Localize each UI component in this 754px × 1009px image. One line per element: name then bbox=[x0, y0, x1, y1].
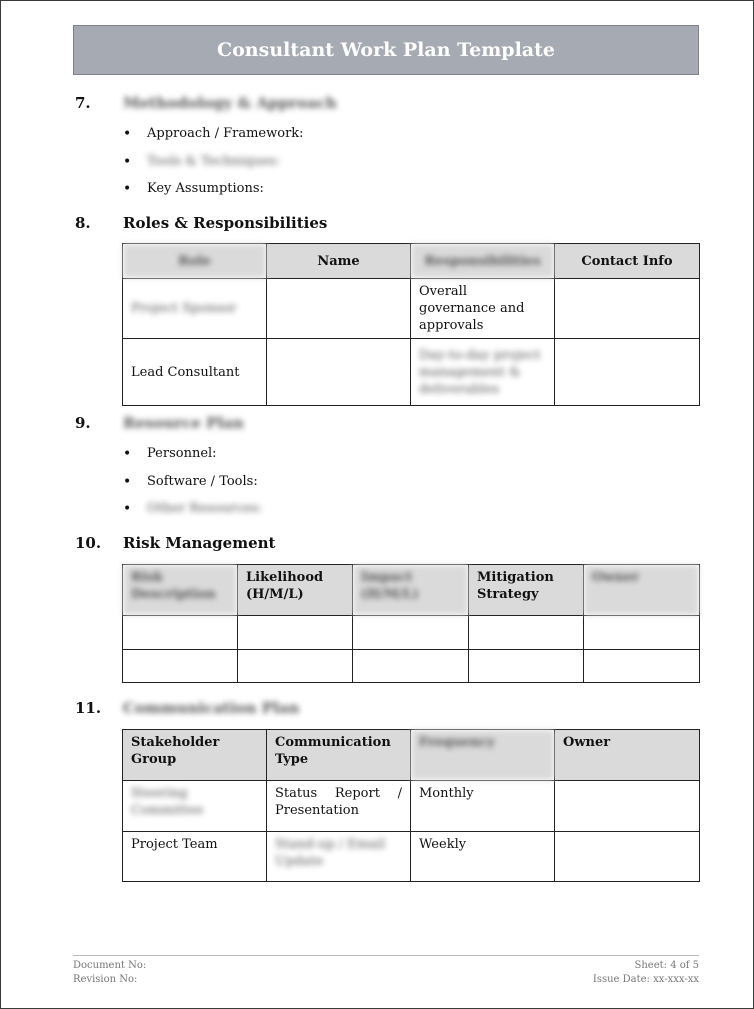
table-cell bbox=[555, 339, 700, 406]
column-header: Owner bbox=[555, 730, 700, 781]
bullet-text: Software / Tools: bbox=[147, 473, 258, 489]
section-title: Communication Plan bbox=[123, 699, 300, 717]
table-cell bbox=[353, 650, 469, 683]
table-cell bbox=[469, 650, 584, 683]
column-header: Name bbox=[267, 244, 411, 279]
column-header: Role bbox=[123, 244, 267, 279]
column-header: Mitigation Strategy bbox=[469, 565, 584, 616]
bullet-text: Other Resources: bbox=[147, 501, 262, 516]
section-11-heading bbox=[75, 699, 299, 717]
section-number: 7. bbox=[75, 94, 91, 112]
revision-number-label: Revision No: bbox=[73, 974, 138, 985]
section-7-bullet-list bbox=[123, 125, 304, 208]
bullet-item bbox=[123, 473, 262, 501]
bullet-text: Tools & Techniques: bbox=[147, 153, 280, 169]
table-header-row bbox=[123, 730, 700, 781]
bullet-text: Key Assumptions: bbox=[147, 181, 264, 196]
table-cell bbox=[123, 616, 238, 650]
bullet-item bbox=[123, 153, 304, 181]
section-9-heading bbox=[75, 414, 244, 432]
risk-table bbox=[122, 564, 700, 683]
table-cell bbox=[584, 616, 700, 650]
table-cell: Steering Committee bbox=[131, 786, 204, 818]
document-number-label: Document No: bbox=[73, 960, 147, 971]
column-header: Stakeholder Group bbox=[123, 730, 267, 781]
document-title-bar bbox=[73, 25, 699, 75]
table-cell: Lead Consultant bbox=[123, 339, 267, 406]
bullet-item bbox=[123, 500, 262, 528]
column-header: Contact Info bbox=[555, 244, 700, 279]
section-10-heading bbox=[75, 534, 275, 552]
table-cell: Status Report / Presentation bbox=[267, 781, 411, 832]
section-number: 8. bbox=[75, 214, 91, 232]
communication-table bbox=[122, 729, 700, 882]
table-cell: Overall governance and approvals bbox=[411, 279, 555, 339]
table-row bbox=[123, 339, 700, 406]
column-header: Likelihood (H/M/L) bbox=[238, 565, 353, 616]
section-8-heading bbox=[75, 214, 327, 232]
section-number: 9. bbox=[75, 414, 91, 432]
column-header: Impact (H/M/L) bbox=[353, 565, 469, 616]
section-number: 11. bbox=[75, 699, 102, 717]
document-title: Consultant Work Plan Template bbox=[217, 39, 555, 61]
section-title: Methodology & Approach bbox=[123, 94, 337, 112]
section-title: Roles & Responsibilities bbox=[123, 214, 328, 232]
section-title: Resource Plan bbox=[123, 414, 244, 432]
table-cell bbox=[353, 616, 469, 650]
table-cell: Weekly bbox=[411, 832, 555, 882]
column-header: Owner bbox=[584, 565, 700, 616]
section-9-bullet-list bbox=[123, 445, 262, 528]
column-header: Frequency bbox=[411, 730, 555, 781]
table-cell bbox=[555, 781, 700, 832]
bullet-item bbox=[123, 125, 304, 153]
table-cell: Day-to-day project management & deliverables bbox=[419, 347, 541, 397]
table-cell bbox=[238, 616, 353, 650]
table-cell bbox=[555, 832, 700, 882]
bullet-text: Approach / Framework: bbox=[147, 126, 304, 141]
bullet-item bbox=[123, 180, 304, 208]
column-header: Risk Description bbox=[123, 565, 238, 616]
table-cell bbox=[584, 650, 700, 683]
table-cell bbox=[555, 279, 700, 339]
table-header-row bbox=[123, 244, 700, 279]
column-header: Responsibilities bbox=[411, 244, 555, 279]
table-cell: Project Team bbox=[123, 832, 267, 882]
table-cell: Monthly bbox=[411, 781, 555, 832]
bullet-item bbox=[123, 445, 262, 473]
table-cell bbox=[267, 279, 411, 339]
table-row bbox=[123, 832, 700, 882]
table-cell bbox=[469, 616, 584, 650]
table-cell: Project Sponsor bbox=[131, 301, 237, 316]
table-cell bbox=[267, 339, 411, 406]
page-footer bbox=[73, 955, 699, 987]
issue-date: Issue Date: xx-xxx-xx bbox=[592, 974, 699, 985]
table-cell bbox=[238, 650, 353, 683]
table-row bbox=[123, 650, 700, 683]
table-row bbox=[123, 279, 700, 339]
table-header-row bbox=[123, 565, 700, 616]
section-number: 10. bbox=[75, 534, 102, 552]
table-row bbox=[123, 781, 700, 832]
table-cell bbox=[123, 650, 238, 683]
table-cell: Stand-up / Email Update bbox=[275, 837, 386, 869]
column-header: Communication Type bbox=[267, 730, 411, 781]
sheet-number: Sheet: 4 of 5 bbox=[634, 960, 699, 971]
bullet-text: Personnel: bbox=[147, 446, 217, 461]
table-row bbox=[123, 616, 700, 650]
section-7-heading bbox=[75, 94, 337, 112]
section-title: Risk Management bbox=[123, 534, 276, 552]
roles-table bbox=[122, 243, 700, 406]
